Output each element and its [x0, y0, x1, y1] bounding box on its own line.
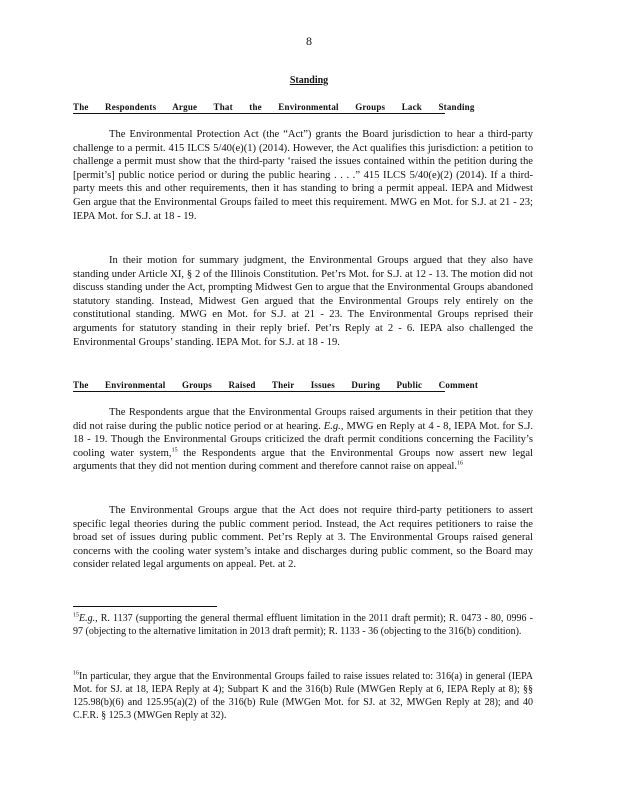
eg-signal: E.g. — [323, 420, 341, 432]
paragraph-respondents-argue — [73, 406, 533, 474]
footnote-ref-15[interactable]: 15 — [171, 447, 178, 454]
subheading-text: The Respondents Argue That the Environmental Groups Lack Standing — [73, 102, 475, 112]
footnote-16 — [73, 670, 533, 722]
footnote-15 — [73, 612, 533, 638]
section-title-text: Standing — [289, 75, 329, 86]
page-number: 8 — [306, 34, 312, 48]
footnote-text: In particular, they argue that the Environmental Groups failed to raise issues related to: 316(a) in general (IEPA Mot. for SJ. at 18, IEPA Reply at 4); Subpart K and the 316(b) Rule (MWGen Reply at 6, IEPA Reply at 8); §§ 125.98(b)(6) and 125.95(a)(2) of the 316(b) Rule (MWGen Mot. for SJ. at 32, MWGen Reply at 28); and 40 C.F.R. § 125.3 (MWGen Reply at 32). — [73, 671, 533, 721]
footnote-divider — [73, 606, 217, 607]
paragraph-text: The Respondents argue that the Environmental Groups raised arguments in their petition that they did not raise during the public notice period or at hearing. — [73, 407, 533, 432]
footnote-ref-16[interactable]: 16 — [457, 460, 464, 467]
footnote-text: , R. 1137 (supporting the general thermal effluent limitation in the 2011 draft permit); R. 0473 - 80, 0996 - 97 (objecting to the alternative limitation in 2013 draft permit); R. 1133 - 36 (objecting to the 316(b) condition). — [73, 613, 533, 637]
eg-signal: E.g. — [79, 613, 96, 624]
paragraph-groups-argue: The Environmental Groups argue that the Act does not require third-party petitioners to assert specific legal theories during the public comment period. Instead, the Act requires petitioners to raise the broad set of issues during public comment. Pet’rs Reply at 3. The Environmental Groups raised general concerns with the cooling water system’s intake and discharges during public comment, so the Board may consider related legal arguments on appeal. Pet. at 2. — [73, 505, 533, 571]
paragraph-text: , MWG en Reply at 4 - 8, IEPA Mot. for S.J. 18 - 19. Though the Environmental Groups criticized the draft permit conditions concerning the Facility’s cooling water system, — [73, 420, 534, 459]
footnote-mark: 15 — [73, 612, 79, 619]
section-title — [0, 75, 618, 86]
footnote-mark: 16 — [73, 670, 79, 677]
subheading-text: The Environmental Groups Raised Their Issues During Public Comment — [73, 380, 479, 390]
subheading-raised-issues — [73, 380, 479, 392]
paragraph-text: the Respondents argue that the Environmental Groups now assert new legal arguments that they did not mention during comment and therefore cannot raise on appeal. — [73, 447, 533, 473]
paragraph-jurisdiction: The Environmental Protection Act (the “Act”) grants the Board jurisdiction to hear a third-party challenge to a permit. 415 ILCS 5/40(e)(1) (2014). However, the Act qualifies this jurisdiction: a petition to challenge a permit must show that the third-party ‘raised the issues contained within the petition during the [permit’s] public notice period or during the public hearing . . . .” 415 ILCS 5/40(e)(2) (2014). If a third-party meets this and other requirements, then it has standing to bring a permit appeal. IEPA and Midwest Gen argue that the Environmental Groups failed to meet this requirement. MWG en Mot. for S.J. at 21 - 23; IEPA Mot. for S.J. at 18 - 19. — [73, 129, 533, 222]
paragraph-summary-judgment: In their motion for summary judgment, the Environmental Groups argued that they also have standing under Article XI, § 2 of the Illinois Constitution. Pet’rs Mot. for S.J. at 12 - 13. The motion did not discuss standing under the Act, prompting Midwest Gen to argue that the Environmental Groups abandoned statutory standing. Instead, Midwest Gen argued that the Environmental Groups rely entirely on the constitutional standing. MWG en Mot. for S.J. at 21 - 23. The Environmental Groups reprised their arguments for statutory standing in their reply brief. Pet’rs Reply at 2 - 6. IEPA also challenged the Environmental Groups’ standing. IEPA Mot. for S.J. at 18 - 19. — [73, 255, 533, 348]
subheading-lack-standing — [73, 102, 475, 114]
